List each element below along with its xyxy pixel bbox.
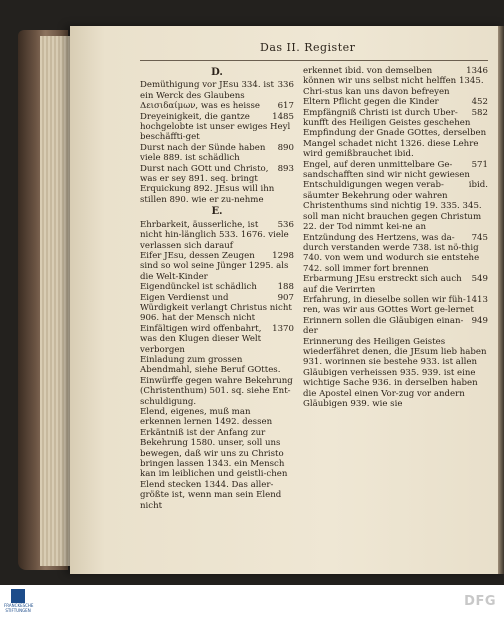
- entry-text: Erinnern sollen die Gläubigen einan-der: [303, 315, 464, 337]
- index-entry: [303, 128, 488, 159]
- page-reference: 571: [471, 159, 488, 170]
- page-reference: 1298: [272, 250, 294, 261]
- page-reference: 536: [277, 219, 294, 230]
- page-reference: 188: [277, 282, 294, 293]
- logo-mark-icon: [11, 589, 25, 603]
- index-entry: [140, 293, 294, 324]
- index-entry: [140, 251, 294, 282]
- page-reference: 1485: [272, 111, 294, 122]
- entry-text: Einfältigen wird offenbahrt, was den Klugen dieser Welt verborgen: [140, 323, 262, 355]
- index-entry: [303, 274, 488, 295]
- index-entry: [140, 407, 294, 511]
- index-entry: [303, 108, 488, 129]
- entry-text: Δεισιδαίμων, was es heisse: [140, 101, 261, 112]
- index-entry: [303, 337, 488, 410]
- entry-text: Elend, eigenes, muß man erkennen lernen 1492. dessen Erkäntniß ist der Anfang zur Bekehrung 1580. unser, soll uns bewegen, daß wir uns zu Christo bringen lassen 1343. ein Mensch kan im leiblichen und geistli-chen Elend stecken 1344. Das aller-größte ist, wenn man sein Elend nicht: [140, 407, 288, 511]
- section-letter: E.: [211, 206, 223, 218]
- entry-text: erkennet ibid. von demselben können wir uns selbst nicht helffen 1345. Chri-stus kan uns davon befreyen: [303, 66, 484, 97]
- index-entry: [303, 295, 488, 316]
- entry-text: Durst nach GOtt und Christo, was er sey 891. seq. bringt Erquickung 892. JEsus will ihn stillen 890. wie er zu-nehme: [140, 163, 275, 205]
- running-head: Das II. Register: [260, 41, 356, 54]
- page-reference: ibid.: [468, 180, 488, 191]
- page-reference: 1346: [466, 66, 488, 76]
- entry-text: Erbarmung JEsu erstreckt sich auch auf die Verirrten: [303, 274, 462, 295]
- entry-text: Empfängniß Christi ist durch Uber-kunfft des Heiligen Geistes geschehen: [303, 107, 471, 129]
- page-reference: 549: [471, 274, 488, 285]
- index-entry: [140, 355, 294, 376]
- index-entry: [140, 80, 294, 101]
- entry-text: Empfindung der Gnade GOttes, derselben Mangel schadet nicht 1326. diese Lehre wird gemißbrauchet ibid.: [303, 128, 487, 160]
- header-rule: [140, 60, 488, 61]
- footer-bar: [0, 585, 504, 617]
- index-entry: [140, 164, 294, 206]
- page-reference: 949: [471, 315, 488, 326]
- page-reference: 890: [277, 142, 294, 153]
- index-entry: [140, 220, 294, 251]
- page-reference: 1413: [466, 294, 488, 305]
- index-entry: [140, 324, 294, 355]
- institution-logo[interactable]: [4, 589, 32, 615]
- entry-text: Eigendünckel ist schädlich: [140, 282, 257, 293]
- entry-text: Engel, auf deren unmittelbare Ge-sandschafften sind wir nicht gewiesen: [303, 159, 470, 181]
- index-entry: [303, 160, 488, 181]
- index-column-left: [140, 66, 294, 511]
- page-reference: 907: [277, 292, 294, 303]
- page-gutter: [498, 26, 504, 574]
- entry-text: Demüthigung vor JEsu 334. ist ein Werck des Glaubens: [140, 80, 274, 101]
- index-entry: [140, 112, 294, 143]
- entry-text: Eifer JEsu, dessen Zeugen sind so wol seine Jünger 1295. als die Welt-Kinder: [140, 250, 289, 282]
- entry-text: Eltern Pflicht gegen die Kinder: [303, 97, 439, 108]
- index-column-right: [303, 66, 488, 409]
- index-entry: [303, 66, 488, 97]
- index-entry: [303, 316, 488, 337]
- entry-text: Dreyeinigkeit, die gantze hochgelobte ist unser ewiges Heyl beschäffti-get: [140, 111, 291, 143]
- logo-text: FRANCKESCHE STIFTUNGEN: [4, 603, 34, 613]
- page-reference: 1370: [272, 323, 294, 334]
- page-reference: 745: [471, 232, 488, 243]
- entry-text: Durst nach der Sünde haben viele 889. ist schädlich: [140, 142, 266, 164]
- entry-text: Eigen Verdienst und Würdigkeit verlangt Christus nicht 906. hat der Mensch nicht: [140, 292, 292, 324]
- entry-text: Erfahrung, in dieselbe sollen wir füh-ren, was wir aus GOttes Wort ge-lernet: [303, 294, 474, 316]
- entry-text: Ehrbarkeit, äusserliche, ist nicht hin-länglich 533. 1676. viele verlassen sich darauf: [140, 219, 289, 251]
- entry-text: Entschuldigungen wegen verab-säumter Bekehrung oder wahren Christenthums sind nichtig 19. 335. 345. soll man nicht brauchen gegen Christum 22. der Tod nimmt kei-ne an: [303, 180, 482, 233]
- page-reference: 893: [277, 163, 294, 174]
- index-entry: [303, 180, 488, 232]
- page-reference: 582: [471, 107, 488, 118]
- page-reference: 452: [471, 97, 488, 108]
- index-entry: [303, 97, 488, 107]
- section-letter: D.: [211, 67, 223, 78]
- dfg-label[interactable]: DFG: [464, 594, 496, 609]
- index-entry: [303, 233, 488, 275]
- index-entry: [140, 101, 294, 111]
- entry-text: Erinnerung des Heiligen Geistes wiederfähret denen, die JEsum lieb haben 931. worinnen sie bestehe 933. ist allen Gläubigen verheissen 935. 939. ist eine wichtige Sache 936. in derselben haben die Apostel einen Vor-zug vor andern Gläubigen 939. wie sie: [303, 336, 487, 409]
- index-entry: [140, 376, 294, 407]
- index-entry: [140, 143, 294, 164]
- index-entry: [140, 282, 294, 292]
- entry-text: Einladung zum grossen Abendmahl, siehe Beruf GOttes.: [140, 354, 281, 376]
- entry-text: Einwürffe gegen wahre Bekehrung (Christenthum) 501. sq. siehe Ent-schuldigung.: [140, 375, 293, 407]
- entry-text: Entzündung des Hertzens, was da-durch verstanden werde 738. ist nö-thig 740. von wem und wodurch sie entstehe 742. soll immer fort brennen: [303, 232, 480, 274]
- page-reference: 336: [277, 80, 294, 91]
- page-reference: 617: [277, 101, 294, 112]
